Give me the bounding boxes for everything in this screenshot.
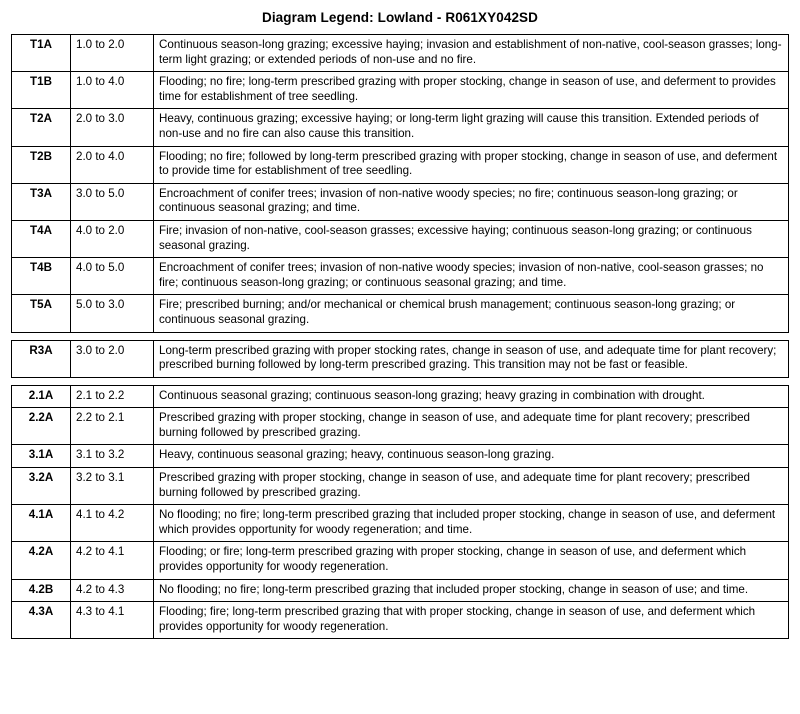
transition-code: T4A (12, 220, 71, 257)
page-title: Diagram Legend: Lowland - R061XY042SD (261, 10, 539, 25)
table-row (12, 258, 789, 295)
group-spacer (12, 332, 789, 340)
state-range: 4.1 to 4.2 (71, 505, 154, 542)
state-range: 2.1 to 2.2 (71, 385, 154, 408)
transition-code: R3A (12, 340, 71, 377)
table-row (12, 183, 789, 220)
state-range: 1.0 to 4.0 (71, 72, 154, 109)
transition-code: T2B (12, 146, 71, 183)
table-row (12, 505, 789, 542)
transition-code: T2A (12, 109, 71, 146)
state-range: 3.1 to 3.2 (71, 445, 154, 468)
transition-code: T4B (12, 258, 71, 295)
state-range: 2.0 to 3.0 (71, 109, 154, 146)
group-spacer-cell (12, 332, 789, 340)
transition-description: Fire; prescribed burning; and/or mechanical or chemical brush management; continuous season-long grazing; or continuous seasonal grazing. (154, 295, 789, 332)
transition-code: 2.2A (12, 408, 71, 445)
transition-code: 4.3A (12, 602, 71, 639)
transition-description: Flooding; no fire; followed by long-term prescribed grazing with proper stocking, change in season of use, and deferment to provide time for establishment of tree seedling. (154, 146, 789, 183)
table-row (12, 220, 789, 257)
table-row (12, 35, 789, 72)
transition-description: Heavy, continuous grazing; excessive haying; or long-term light grazing will cause this transition. Extended periods of non-use and no fire can also cause this transition. (154, 109, 789, 146)
table-row (12, 146, 789, 183)
transition-code: T1B (12, 72, 71, 109)
transition-description: Continuous seasonal grazing; continuous season-long grazing; heavy grazing in combination with drought. (154, 385, 789, 408)
state-range: 2.0 to 4.0 (71, 146, 154, 183)
transition-description: Encroachment of conifer trees; invasion of non-native woody species; invasion of non-native, cool-season grasses; no fire; continuous season-long grazing; or continuous seasonal grazing; and time. (154, 258, 789, 295)
table-row (12, 579, 789, 602)
table-row (12, 295, 789, 332)
transition-code: 2.1A (12, 385, 71, 408)
transition-code: T5A (12, 295, 71, 332)
table-row (12, 385, 789, 408)
transition-code: 4.2B (12, 579, 71, 602)
transition-code: 3.2A (12, 468, 71, 505)
state-range: 5.0 to 3.0 (71, 295, 154, 332)
table-row (12, 602, 789, 639)
transition-code: T1A (12, 35, 71, 72)
table-row (12, 408, 789, 445)
transition-description: Flooding; fire; long-term prescribed grazing that with proper stocking, change in season of use, and deferment which provides opportunity for woody regeneration. (154, 602, 789, 639)
transition-description: Prescribed grazing with proper stocking, change in season of use, and adequate time for plant recovery; prescribed burning followed by prescribed grazing. (154, 408, 789, 445)
state-range: 2.2 to 2.1 (71, 408, 154, 445)
table-row (12, 109, 789, 146)
group-spacer-cell (12, 377, 789, 385)
transition-code: 4.2A (12, 542, 71, 579)
state-range: 4.2 to 4.3 (71, 579, 154, 602)
transition-description: Heavy, continuous seasonal grazing; heavy, continuous season-long grazing. (154, 445, 789, 468)
state-range: 3.2 to 3.1 (71, 468, 154, 505)
legend-table (11, 34, 789, 639)
table-row (12, 445, 789, 468)
table-row (12, 542, 789, 579)
transition-description: Flooding; no fire; long-term prescribed grazing with proper stocking, change in season of use, and deferment to provides time for establishment of tree seedling. (154, 72, 789, 109)
transition-description: Flooding; or fire; long-term prescribed grazing with proper stocking, change in season of use, and deferment which provides opportunity for woody regeneration. (154, 542, 789, 579)
state-range: 4.0 to 5.0 (71, 258, 154, 295)
transition-code: 4.1A (12, 505, 71, 542)
table-row (12, 340, 789, 377)
table-row (12, 72, 789, 109)
transition-description: Long-term prescribed grazing with proper stocking rates, change in season of use, and adequate time for plant recovery; prescribed burning followed by long-term prescribed grazing. This transition may not be fast or feasible. (154, 340, 789, 377)
state-range: 4.3 to 4.1 (71, 602, 154, 639)
transition-description: Encroachment of conifer trees; invasion of non-native woody species; no fire; continuous season-long grazing; or continuous seasonal grazing; and time. (154, 183, 789, 220)
transition-description: No flooding; no fire; long-term prescribed grazing that included proper stocking, change in season of use, and deferment which provides opportunity for woody regeneration; and time. (154, 505, 789, 542)
transition-description: Continuous season-long grazing; excessive haying; invasion and establishment of non-native, cool-season grasses; long-term light grazing; or extended periods of non-use and no fire. (154, 35, 789, 72)
state-range: 3.0 to 5.0 (71, 183, 154, 220)
transition-code: 3.1A (12, 445, 71, 468)
transition-code: T3A (12, 183, 71, 220)
state-range: 4.2 to 4.1 (71, 542, 154, 579)
state-range: 3.0 to 2.0 (71, 340, 154, 377)
transition-description: No flooding; no fire; long-term prescribed grazing that included proper stocking, change in season of use; and time. (154, 579, 789, 602)
group-spacer (12, 377, 789, 385)
state-range: 4.0 to 2.0 (71, 220, 154, 257)
state-range: 1.0 to 2.0 (71, 35, 154, 72)
table-row (12, 468, 789, 505)
transition-description: Fire; invasion of non-native, cool-season grasses; excessive haying; continuous season-long grazing; or continuous seasonal grazing. (154, 220, 789, 257)
transition-description: Prescribed grazing with proper stocking, change in season of use, and adequate time for plant recovery; prescribed burning followed by prescribed grazing. (154, 468, 789, 505)
